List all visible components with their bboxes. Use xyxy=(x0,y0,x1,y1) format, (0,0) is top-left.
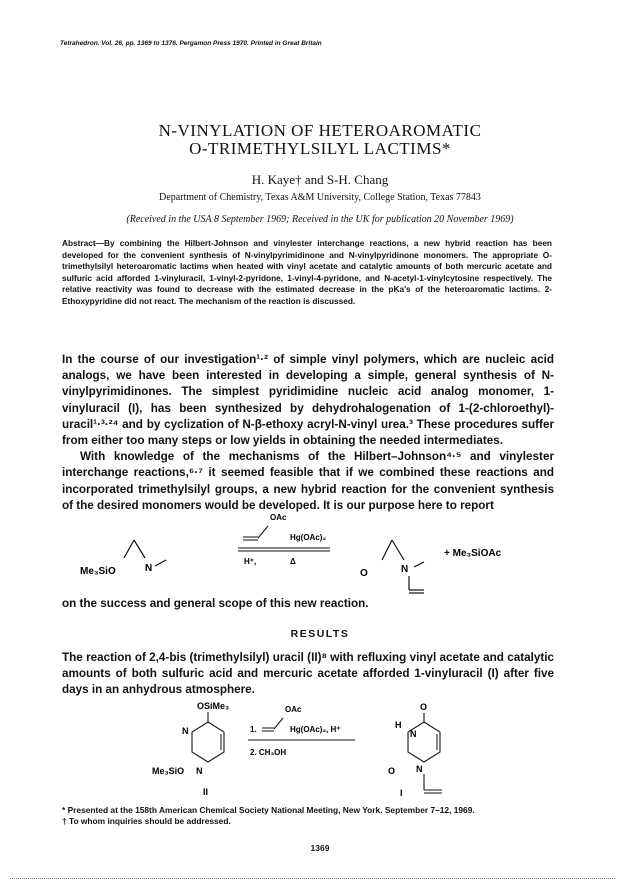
reactant-label: Me₃SiO xyxy=(80,566,116,577)
title-line-2: O-TRIMETHYLSILYL LACTIMS* xyxy=(189,139,451,158)
article-title xyxy=(60,122,580,158)
product-vinyl-lactam xyxy=(360,540,424,593)
byproduct: + Me₃SiOAc xyxy=(444,548,502,559)
reagent-oac: OAc xyxy=(270,513,287,522)
reagent-heat: Δ xyxy=(290,557,296,566)
reactant-top-group: OSiMe₃ xyxy=(197,701,230,711)
results-paragraph: The reaction of 2,4-bis (trimethylsilyl) uracil (II)⁸ with refluxing vinyl acetate and catalytic amounts of both sulfuric acid and mercuric acetate afforded 1-vinyluracil (I) after five days in an anhydrous atmosphere. xyxy=(62,651,554,697)
reaction-arrow-2 xyxy=(248,705,355,757)
reagent-catalyst: Hg(OAc)₂ xyxy=(290,533,326,542)
reactant-silyl-lactim xyxy=(80,540,166,577)
step1-reagent-oac: OAc xyxy=(285,705,302,714)
reagent-acid: H⁺, xyxy=(244,557,257,566)
received-dates: (Received in the USA 8 September 1969; Received in the UK for publication 20 November 1969) xyxy=(126,214,514,225)
footnotes xyxy=(62,805,557,827)
product-n: N xyxy=(401,564,409,575)
journal-citation: Tetrahedron. Vol. 26, pp. 1369 to 1376. Pergamon Press 1970. Printed in Great Britain xyxy=(60,40,322,47)
step2-reagent: 2. CH₃OH xyxy=(250,748,287,757)
product-n-top: N xyxy=(410,729,417,739)
step1-number: 1. xyxy=(250,725,257,734)
intro-paragraph-2: With knowledge of the mechanisms of the Hilbert–Johnson⁴·⁵ and vinylester interchange reactions,⁶·⁷ it seemed feasible that if we combined these reactions and incorporated trimethylsilyl groups, a new hybrid reaction for the convenient synthesis of the desired monomers would be developed. It is our purpose here to report xyxy=(62,450,554,512)
reaction-scheme-2 xyxy=(0,700,625,800)
reactant-n: N xyxy=(145,563,153,574)
step1-catalyst: Hg(OAc)₂, H⁺ xyxy=(290,725,341,734)
introduction xyxy=(62,352,554,514)
intro-paragraph-1: In the course of our investigation¹·² of simple vinyl polymers, which are nucleic acid analogs, we have been interested in developing a simple, general synthesis of N-vinylpyrimidinones. The simplest pyridimidine nucleic acid analog monomer, 1-vinyluracil (I), has been synthesized by dehydrohalogenation of 1-(2-chloroethyl)-uracil¹·³·²⁴ and by cyclization of N-β-ethoxy acryl-N-vinyl urea.³ These procedures suffer from either too many steps or low yields in obtaining the needed intermediates. xyxy=(62,353,554,448)
product-o-bottom: O xyxy=(388,766,396,776)
product-o-top: O xyxy=(420,702,428,712)
author-names: H. Kaye† and S-H. Chang xyxy=(251,172,389,187)
reactant-ring-n-top: N xyxy=(182,726,189,736)
reaction-arrow-1 xyxy=(238,513,330,566)
page-bottom-edge xyxy=(10,878,615,879)
title-line-1: N-VINYLATION OF HETEROAROMATIC xyxy=(158,121,482,140)
intro-paragraph-3: on the success and general scope of this new reaction. xyxy=(62,597,369,610)
reaction-scheme-1 xyxy=(0,512,625,597)
product-n-bottom: N xyxy=(416,764,423,774)
reactant-left-group: Me₃SiO xyxy=(152,766,185,776)
page-number: 1369 xyxy=(310,843,330,853)
author-affiliation: Department of Chemistry, Texas A&M University, College Station, Texas 77843 xyxy=(159,192,481,203)
reactant-bis-silyl-uracil xyxy=(152,701,229,797)
reactant-number: II xyxy=(203,787,209,797)
product-h: H xyxy=(395,720,402,730)
product-number: I xyxy=(400,788,403,798)
product-o: O xyxy=(360,568,368,579)
abstract: Abstract—By combining the Hilbert-Johnson and vinylester interchange reactions, a new hybrid reaction has been developed for the convenient synthesis of N-vinylpyrimidinone and N-vinylpyridinone monomers. The appropriate O-trimethylsilyl heteroaromatic lactims when heated with vinyl acetate and catalytic amounts of both mercuric acetate and sulfuric acid afforded 1-vinyluracil, 1-vinyl-2-pyridone, 1-vinyl-4-pyridone, and N-acetyl-1-vinylcytosine respectively. The relative reactivity was found to decrease with the estimated decrease in the pKa's of the heteroaromatic lactims. 2-Ethoxypyridine did not react. The mechanism of the reaction is discussed. xyxy=(62,238,552,306)
footnote-dagger: † To whom inquiries should be addressed. xyxy=(62,816,231,826)
footnote-star: * Presented at the 158th American Chemical Society National Meeting, New York. September 7–12, 1969. xyxy=(62,805,475,815)
product-vinyluracil xyxy=(388,702,442,798)
reactant-ring-n-bottom: N xyxy=(196,766,203,776)
results-heading: RESULTS xyxy=(290,628,350,640)
